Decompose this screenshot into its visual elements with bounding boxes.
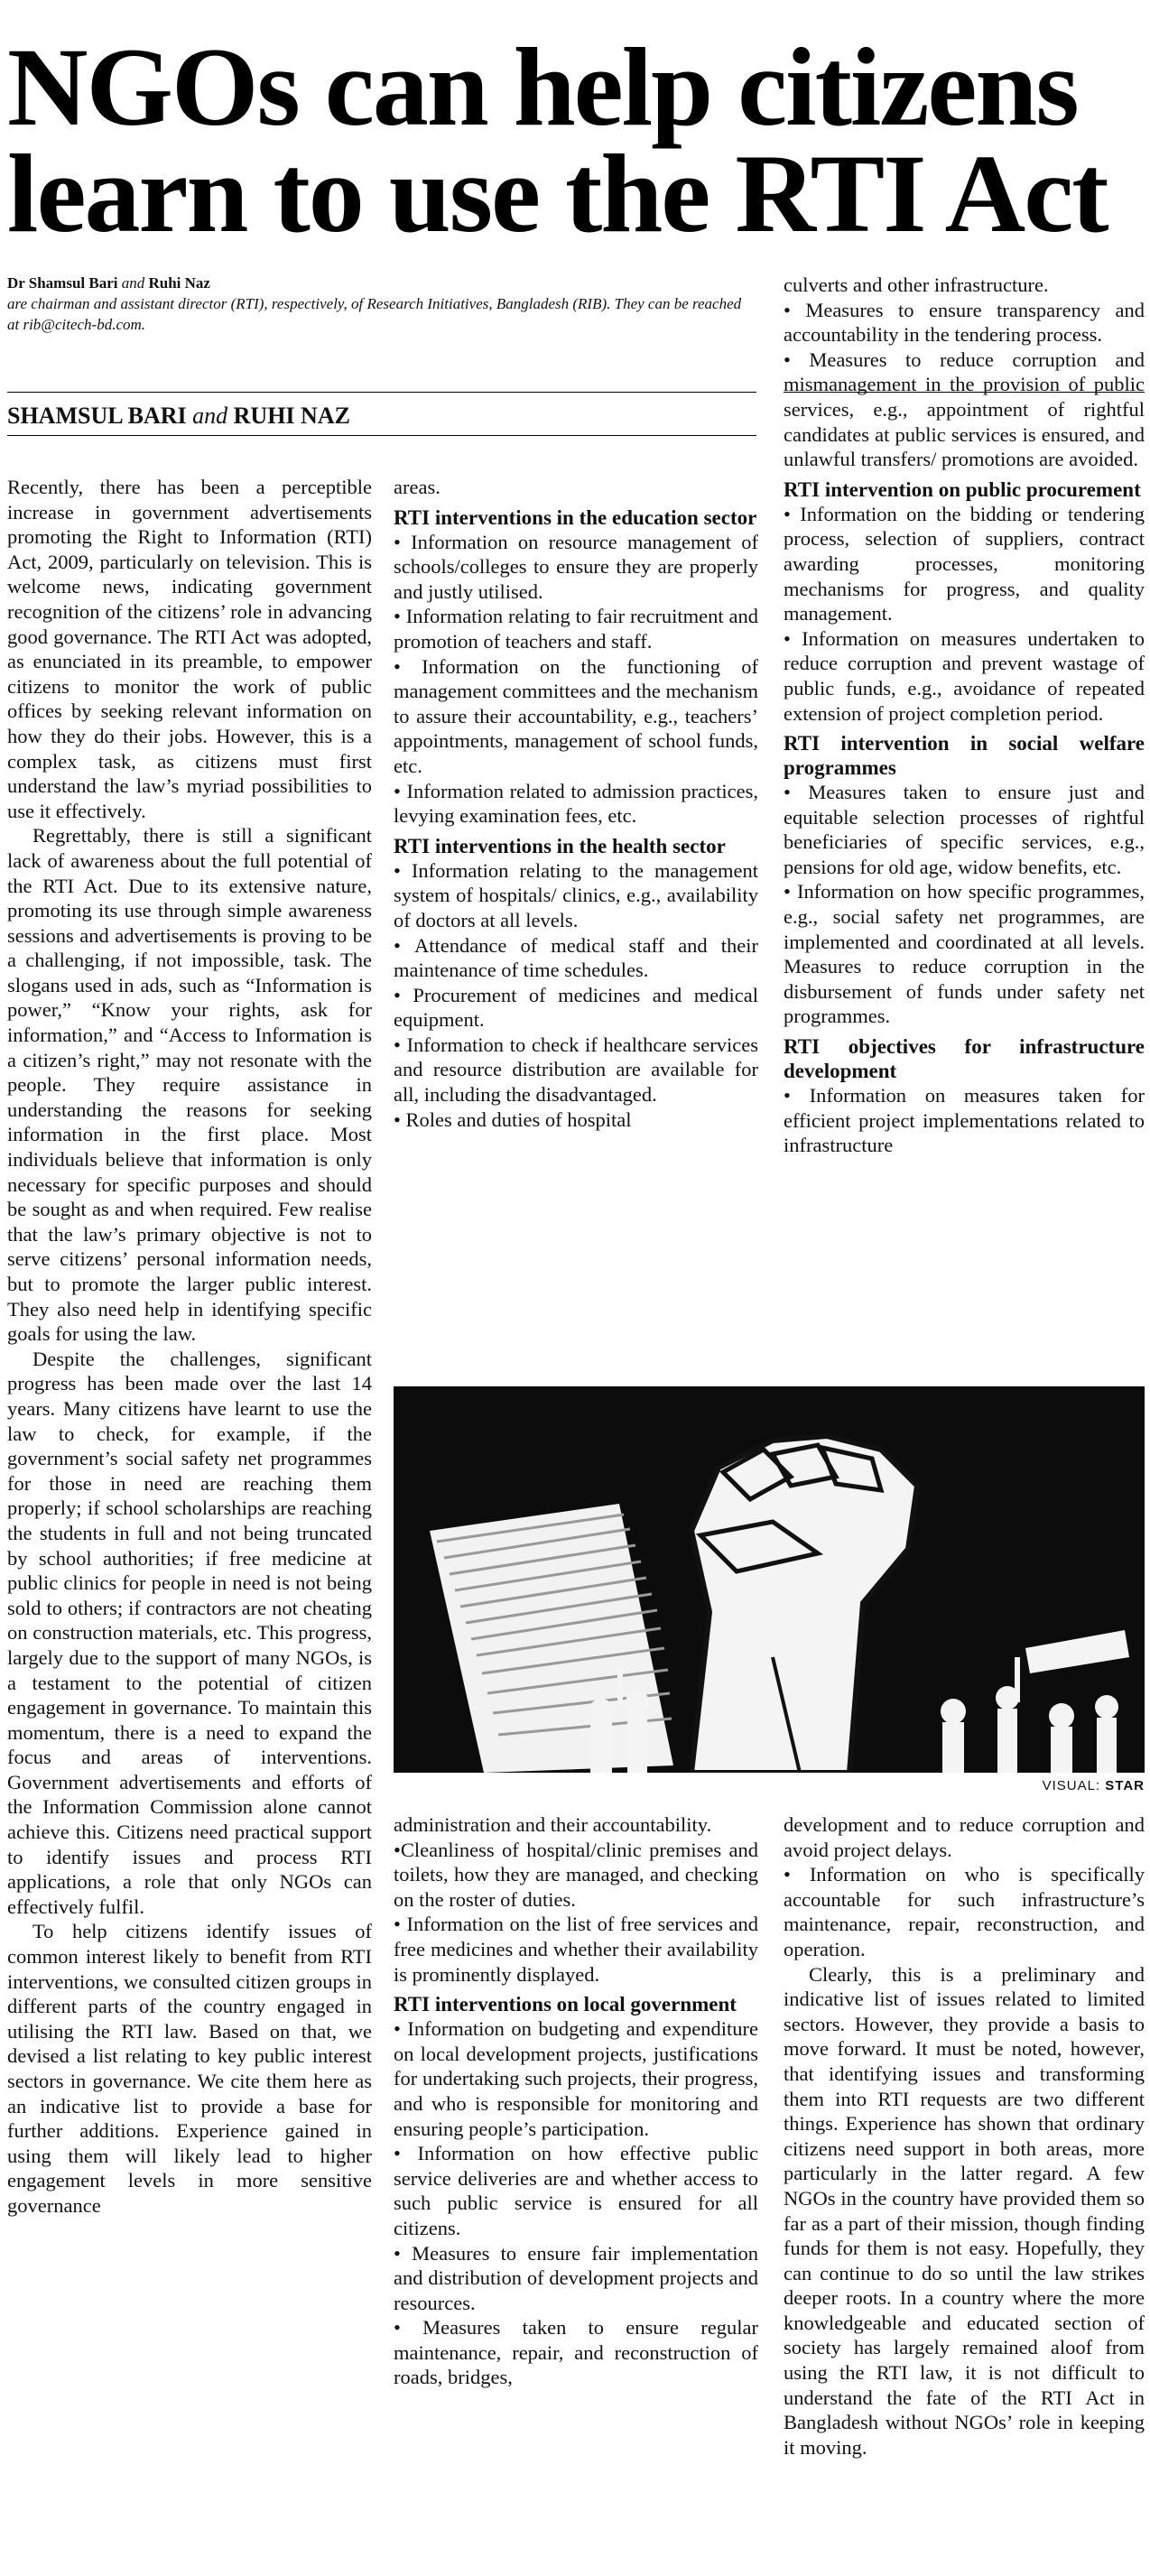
paragraph: administration and their accountability. (394, 1813, 712, 1836)
bullet-item: • Roles and duties of hospital (394, 1107, 758, 1133)
bullet-item: • Information relating to fair recruitment and promotion of teachers and staff. (394, 604, 758, 653)
bullet-item: • Attendance of medical staff and their maintenance of time schedules. (394, 933, 758, 983)
paragraph: areas. (394, 476, 441, 498)
illustration-graphic (394, 1386, 1145, 1773)
paragraph: culverts and other infrastructure. (784, 273, 1049, 296)
bullet-item: • Information on the bidding or tendering process, selection of suppliers, contract awarding processes, monitoring mechanisms for progress, and quality management. (784, 502, 1145, 626)
headline: NGOs can help citizens learn to use the RTI Act (7, 25, 1108, 255)
bullet-item: • Information relating to the management system of hospitals/ clinics, e.g., availability of doctors at all levels. (394, 858, 758, 933)
byline-top-rule (7, 392, 756, 393)
bullet-item: • Information on budgeting and expenditure on local development projects, justifications for undertaking such projects, their progress, and who is responsible for monitoring and ensuring people’s participation. (394, 2016, 758, 2141)
bullet-item: • Information on who is specifically accountable for such infrastructure’s maintenance, repair, reconstruction, and operation. (784, 1862, 1145, 1961)
bullet-item: • Measures to reduce corruption and mismanagement in the provision of public services, e.g., appointment of rightful candidates at public services is ensured, and unlawful transfers/ promotions are avoided. (784, 347, 1145, 472)
bullet-item: • Measures taken to ensure just and equitable selection processes of rightful beneficiaries of specific services, e.g., pensions for old age, widow benefits, etc. (784, 780, 1145, 879)
visual-credit (993, 1778, 1145, 1793)
paragraph: Regrettably, there is still a significant lack of awareness about the full potential of the RTI Act. Due to its extensive nature, promoting its use through simple awareness sessions and advertisements is proving to be a challenging, if not impossible, task. The slogans used in ads, such as “Information is power,” “Know your rights, ask for information,” and “Access to Information is a citizen’s right,” may not resonate with the people. They require assistance in understanding the reasons for seeking information in the first place. Most individuals believe that information is only necessary for specific purposes and should be sought as and when required. Few realise that the law’s primary objective is not to serve citizens’ personal information needs, but to promote the larger public interest. They also need help in identifying specific goals for using the law. (7, 824, 372, 1346)
section-heading-welfare: RTI intervention in social welfare programmes (784, 732, 1145, 780)
bullet-item: • Measures taken to ensure regular maintenance, repair, and reconstruction of roads, bridges, (394, 2315, 758, 2390)
paragraph: Clearly, this is a preliminary and indicative list of issues related to limited sectors. However, they provide a basis to move forward. It must be noted, however, that identifying issues and transforming them into RTI requests are two different things. Experience has shown that ordinary citizens need support in both areas, more particularly in the latter regard. A few NGOs in the country have provided them so far as a part of their mission, though finding funds for them is not easy. Hopefully, they can continue to do so until the law strikes deeper roots. In a country where the more knowledgeable and educated section of society has largely remained aloof from using the RTI law, it is not difficult to understand the fate of the RTI Act in Bangladesh without NGOs’ role in keeping it moving. (784, 1962, 1145, 2459)
bullet-item: • Information related to admission practices, levying examination fees, etc. (394, 779, 758, 829)
author-line (7, 403, 756, 430)
visual-credit-label: VISUAL: (1042, 1778, 1101, 1793)
bullet-item: • Information on measures undertaken to reduce corruption and prevent wastage of public funds, e.g., avoidance of repeated extension of project completion period. (784, 626, 1145, 726)
author-2-name: Ruhi Naz (148, 274, 210, 292)
author-bio-text: are chairman and assistant director (RTI), respectively, of Research Initiatives, Bangladesh (RIB). They can be reached at rib@citech-bd.com. (7, 295, 742, 333)
bullet-item: • Procurement of medicines and medical equipment. (394, 983, 758, 1033)
paragraph: Recently, there has been a perceptible increase in government advertisements promoting the Right to Information (RTI) Act, 2009, particularly on television. This is welcome news, indicating government recognition of the citizens’ role in advancing good governance. The RTI Act was adopted, as enunciated in its preamble, to empower citizens to monitor the work of public offices by seeking relevant information on how they do their jobs. However, this is a complex task, as citizens must first understand the law’s myriad possibilities to use it effectively. (7, 476, 372, 822)
column-3-bottom (784, 1812, 1145, 2460)
section-heading-education: RTI interventions in the education sector (394, 505, 757, 529)
bullet-item: • Information on measures taken for efficient project implementations related to infrastructure (784, 1083, 1145, 1158)
column-1 (7, 475, 372, 2219)
author-1: SHAMSUL BARI (7, 403, 187, 429)
section-heading-infrastructure: RTI objectives for infrastructure development (784, 1035, 1145, 1083)
column-3-top (784, 273, 1145, 1158)
byline-bottom-rule (7, 435, 756, 436)
paragraph: development and to reduce corruption and avoid project delays. (784, 1813, 1145, 1861)
bullet-item: • Information on the list of free services and free medicines and whether their availability is prominently displayed. (394, 1912, 758, 1987)
visual-credit-source: STAR (1105, 1778, 1145, 1793)
author-1-name: Dr Shamsul Bari (7, 274, 118, 292)
byline-and: and (121, 274, 145, 292)
raised-fist-illustration (394, 1386, 1145, 1773)
author-and: and (192, 403, 228, 429)
section-heading-procurement: RTI intervention on public procurement (784, 477, 1141, 501)
bullet-item: • Information on how effective public service deliveries are and whether access to such public service is ensured for all citizens. (394, 2141, 758, 2240)
paragraph: Despite the challenges, significant progress has been made over the last 14 years. Many citizens have learnt to use the law to check, for example, if the government’s social safety net programmes for those in need are reaching them properly; if school scholarships are reaching the students in full and not being truncated by school authorities; if free medicine at public clinics for people in need is not being sold to others; if contractors are not cheating on construction materials, etc. This progress, largely due to the support of many NGOs, is a testament to the potential of citizen engagement in governance. To maintain this momentum, there is a need to expand the focus and areas of interventions. Government advertisements and efforts of the Information Commission alone cannot achieve this. Citizens need practical support to identify issues and process RTI applications, a role that only NGOs can effectively fulfil. (7, 1347, 372, 1918)
section-heading-local-government: RTI interventions on local government (394, 1993, 737, 2016)
column-2-bottom (394, 1812, 758, 2390)
paragraph: •Cleanliness of hospital/clinic premises and toilets, how they are managed, and checking on the roster of duties. (394, 1838, 758, 1911)
bullet-item: • Information to check if healthcare services and resource distribution are available for all, including the disadvantaged. (394, 1033, 758, 1107)
section-heading-health: RTI interventions in the health sector (394, 834, 726, 857)
bullet-item: • Measures to ensure fair implementation and distribution of development projects and resources. (394, 2241, 758, 2316)
column-2-top (394, 475, 758, 1132)
bullet-item: • Information on the functioning of management committees and the mechanism to assure their accountability, e.g., teachers’ appointments, management of school funds, etc. (394, 654, 758, 779)
bullet-item: • Information on how specific programmes, e.g., social safety net programmes, are implemented and coordinated at all levels. Measures to reduce corruption in the disbursement of funds under safety net programmes. (784, 879, 1145, 1029)
paragraph: To help citizens identify issues of common interest likely to benefit from RTI interventions, we consulted citizen groups in different parts of the country engaged in utilising the RTI law. Based on that, we devised a list relating to key public interest sectors in governance. We cite them here as an indicative list to provide a base for further additions. Experience gained in using them will likely lead to higher engagement levels in more sensitive governance (7, 1920, 372, 2217)
author-bio (7, 273, 756, 335)
bullet-item: • Information on resource management of schools/colleges to ensure they are properly and justly utilised. (394, 530, 758, 605)
author-2: RUHI NAZ (233, 403, 350, 429)
bullet-item: • Measures to ensure transparency and accountability in the tendering process. (784, 298, 1145, 347)
